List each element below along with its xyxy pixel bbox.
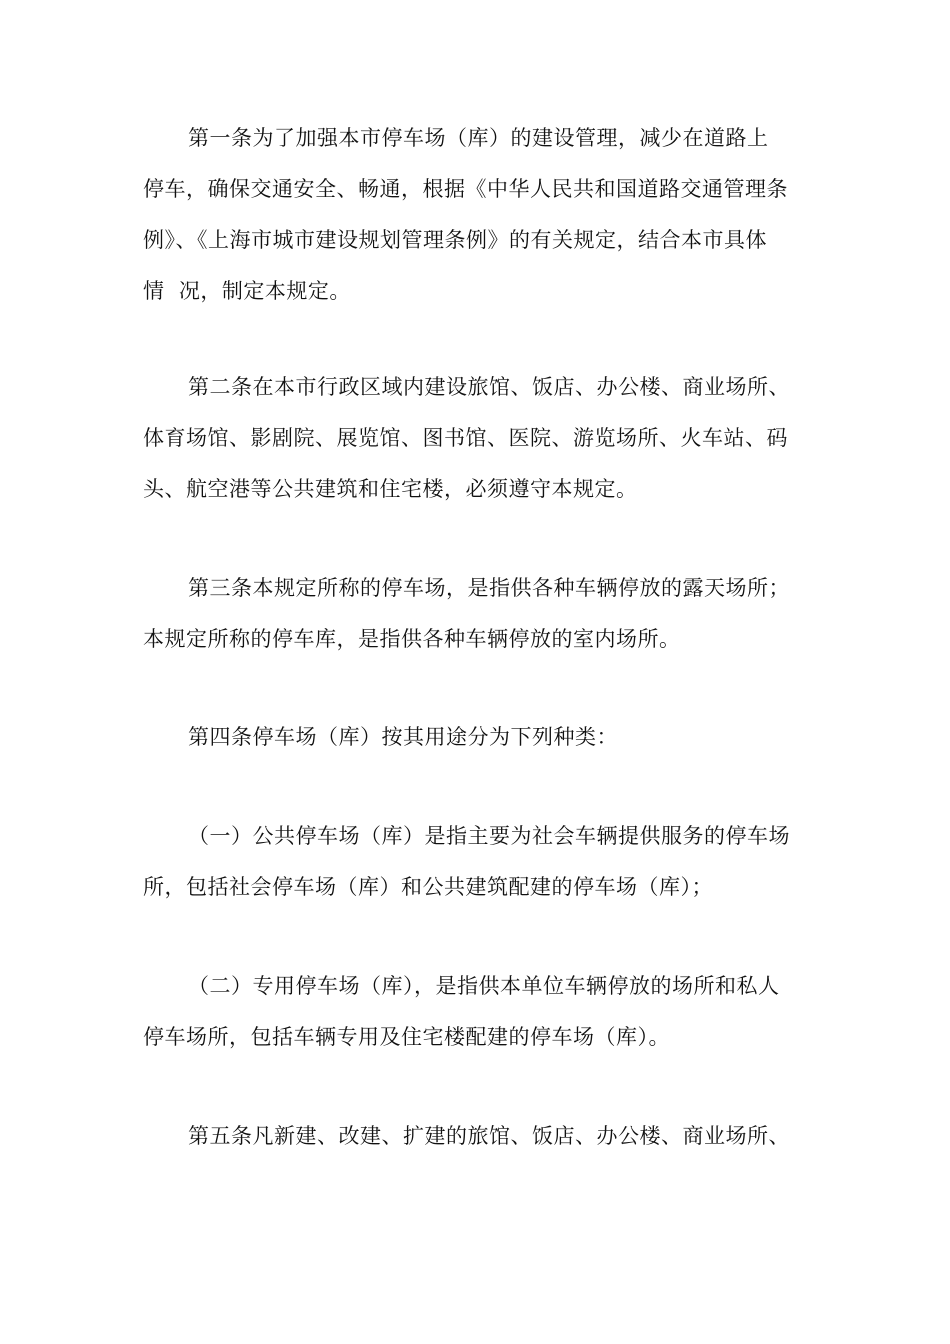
article-2-line-3: 头、航空港等公共建筑和住宅楼，必须遵守本规定。 <box>143 477 638 501</box>
article-2-paragraph <box>143 362 823 515</box>
article-4-item-1-paragraph <box>143 811 823 913</box>
article-2-line-1: 第二条在本市行政区域内建设旅馆、饭店、办公楼、商业场所、 <box>188 375 790 399</box>
article-4-item-2-paragraph <box>143 961 823 1063</box>
article-4-line-1: 第四条停车场（库）按其用途分为下列种类： <box>188 725 618 749</box>
article-1-line-4: 情 况，制定本规定。 <box>143 279 351 303</box>
article-4-paragraph <box>143 712 823 763</box>
article-4-item-2-line-1: （二）专用停车场（库），是指供本单位车辆停放的场所和私人 <box>188 974 780 998</box>
article-1-line-3: 例》、《上海市城市建设规划管理条例》的有关规定，结合本市具体 <box>143 228 767 252</box>
article-3-line-1: 第三条本规定所称的停车场，是指供各种车辆停放的露天场所； <box>188 576 790 600</box>
article-1-paragraph <box>143 113 823 317</box>
article-1-line-1: 第一条为了加强本市停车场（库）的建设管理，减少在道路上 <box>188 126 769 150</box>
article-5-paragraph <box>143 1111 823 1162</box>
article-4-item-1-line-2: 所，包括社会停车场（库）和公共建筑配建的停车场（库）； <box>143 875 713 899</box>
article-1-line-2: 停车，确保交通安全、畅通，根据《中华人民共和国道路交通管理条 <box>143 177 788 201</box>
article-4-item-2-line-2: 停车场所，包括车辆专用及住宅楼配建的停车场（库）。 <box>143 1025 670 1049</box>
article-2-line-2: 体育场馆、影剧院、展览馆、图书馆、医院、游览场所、火车站、码 <box>143 426 788 450</box>
article-3-line-2: 本规定所称的停车库，是指供各种车辆停放的室内场所。 <box>143 627 681 651</box>
article-3-paragraph <box>143 563 823 665</box>
article-5-line-1: 第五条凡新建、改建、扩建的旅馆、饭店、办公楼、商业场所、 <box>188 1124 790 1148</box>
article-4-item-1-line-1: （一）公共停车场（库）是指主要为社会车辆提供服务的停车场 <box>188 824 790 848</box>
